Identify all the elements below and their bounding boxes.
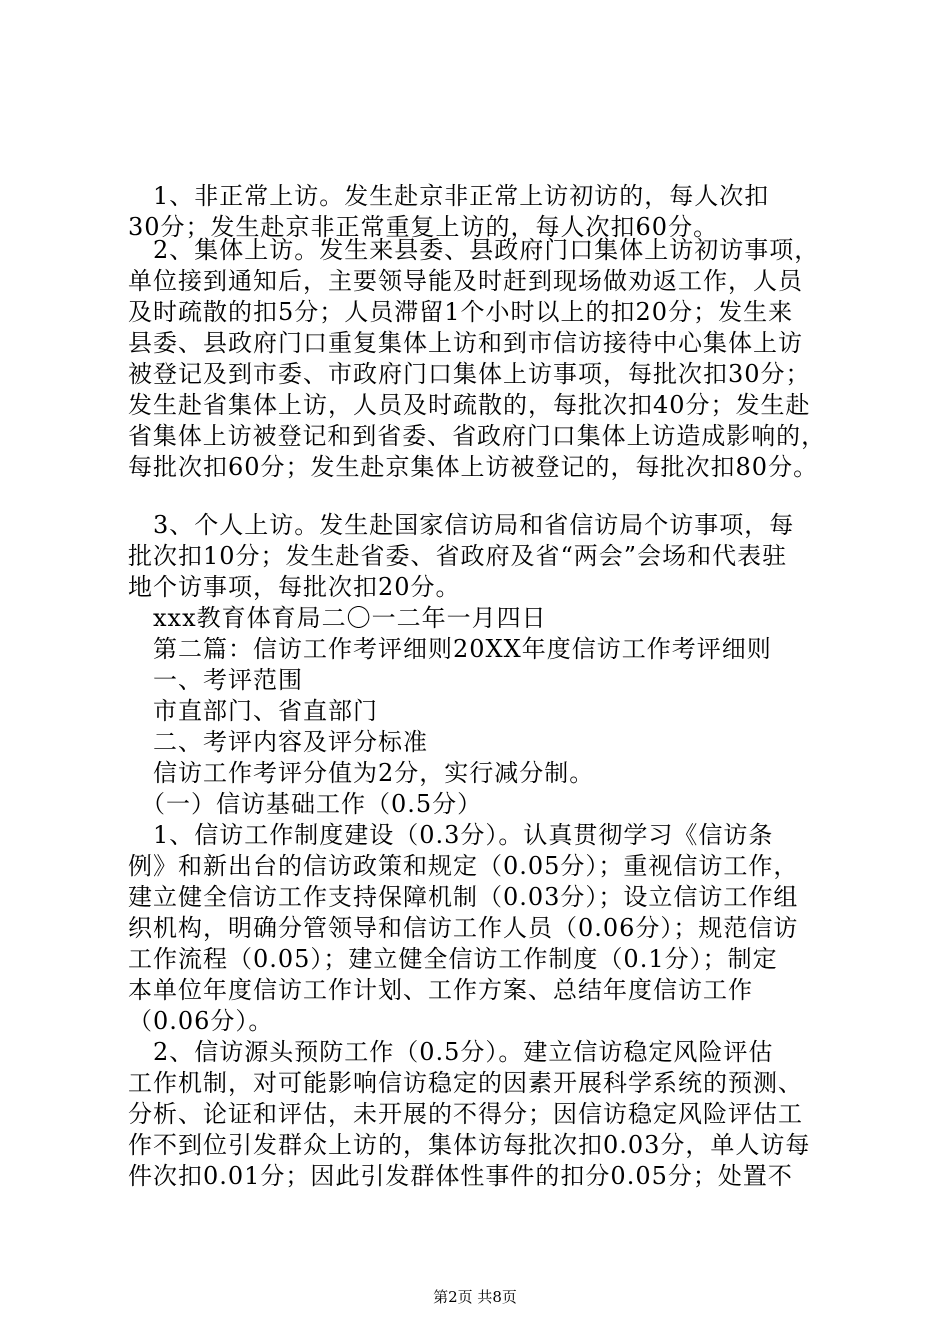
- paragraph-line: 工作流程（0.05）；建立健全信访工作制度（0.1分）；制定: [128, 945, 778, 973]
- paragraph-line: 市直部门、省直部门: [128, 697, 378, 725]
- paragraph-line: 件次扣0.01分；因此引发群体性事件的扣分0.05分；处置不: [128, 1162, 793, 1190]
- heading: 一、考评范围: [128, 666, 303, 694]
- signature-line: xxx教育体育局二〇一二年一月四日: [128, 604, 547, 632]
- paragraph-line: 作不到位引发群众上访的，集体访每批次扣0.03分，单人访每: [128, 1131, 811, 1159]
- paragraph-line: 本单位年度信访工作计划、工作方案、总结年度信访工作: [128, 976, 753, 1004]
- heading: 二、考评内容及评分标准: [128, 728, 428, 756]
- paragraph-line: 被登记及到市委、市政府门口集体上访事项，每批次扣30分；: [128, 360, 811, 388]
- paragraph-line: 发生赴省集体上访，人员及时疏散的，每批次扣40分；发生赴: [128, 391, 811, 419]
- paragraph-line: 批次扣10分；发生赴省委、省政府及省“两会”会场和代表驻: [128, 542, 788, 570]
- paragraph-line: 及时疏散的扣5分；人员滞留1个小时以上的扣20分；发生来: [128, 298, 794, 326]
- paragraph-line: 例》和新出台的信访政策和规定（0.05分）；重视信访工作，: [128, 852, 799, 880]
- paragraph-line: 1、非正常上访。发生赴京非正常上访初访的，每人次扣: [128, 182, 770, 210]
- paragraph-line: 每批次扣60分；发生赴京集体上访被登记的，每批次扣80分。: [128, 453, 819, 481]
- paragraph-line: 县委、县政府门口重复集体上访和到市信访接待中心集体上访: [128, 329, 803, 357]
- paragraph-line: 2、信访源头预防工作（0.5分）。建立信访稳定风险评估: [128, 1038, 774, 1066]
- paragraph-line: 分析、论证和评估，未开展的不得分；因信访稳定风险评估工: [128, 1100, 803, 1128]
- paragraph-line: （0.06分）。: [128, 1007, 274, 1035]
- page-footer: 第2页 共8页: [433, 1288, 517, 1306]
- paragraph-line: 工作机制，对可能影响信访稳定的因素开展科学系统的预测、: [128, 1069, 803, 1097]
- sub-heading: （一）信访基础工作（0.5分）: [128, 790, 483, 818]
- paragraph-line: 织机构，明确分管领导和信访工作人员（0.06分）；规范信访: [128, 914, 799, 942]
- paragraph-line: 建立健全信访工作支持保障机制（0.03分）；设立信访工作组: [128, 883, 799, 911]
- paragraph-line: 2、集体上访。发生来县委、县政府门口集体上访初访事项，: [128, 236, 820, 264]
- paragraph-line: 单位接到通知后，主要领导能及时赶到现场做劝返工作，人员: [128, 267, 803, 295]
- paragraph-line: 信访工作考评分值为2分，实行减分制。: [128, 759, 595, 787]
- paragraph-line: 1、信访工作制度建设（0.3分）。认真贯彻学习《信访条: [128, 821, 774, 849]
- paragraph-line: 省集体上访被登记和到省委、省政府门口集体上访造成影响的，: [128, 422, 826, 450]
- paragraph-line: 30分；发生赴京非正常重复上访的，每人次扣60分。: [128, 213, 719, 241]
- section-title: 第二篇：信访工作考评细则20XX年度信访工作考评细则: [128, 635, 772, 663]
- paragraph-line: 3、个人上访。发生赴国家信访局和省信访局个访事项，每: [128, 511, 795, 539]
- paragraph-line: 地个访事项，每批次扣20分。: [128, 573, 461, 601]
